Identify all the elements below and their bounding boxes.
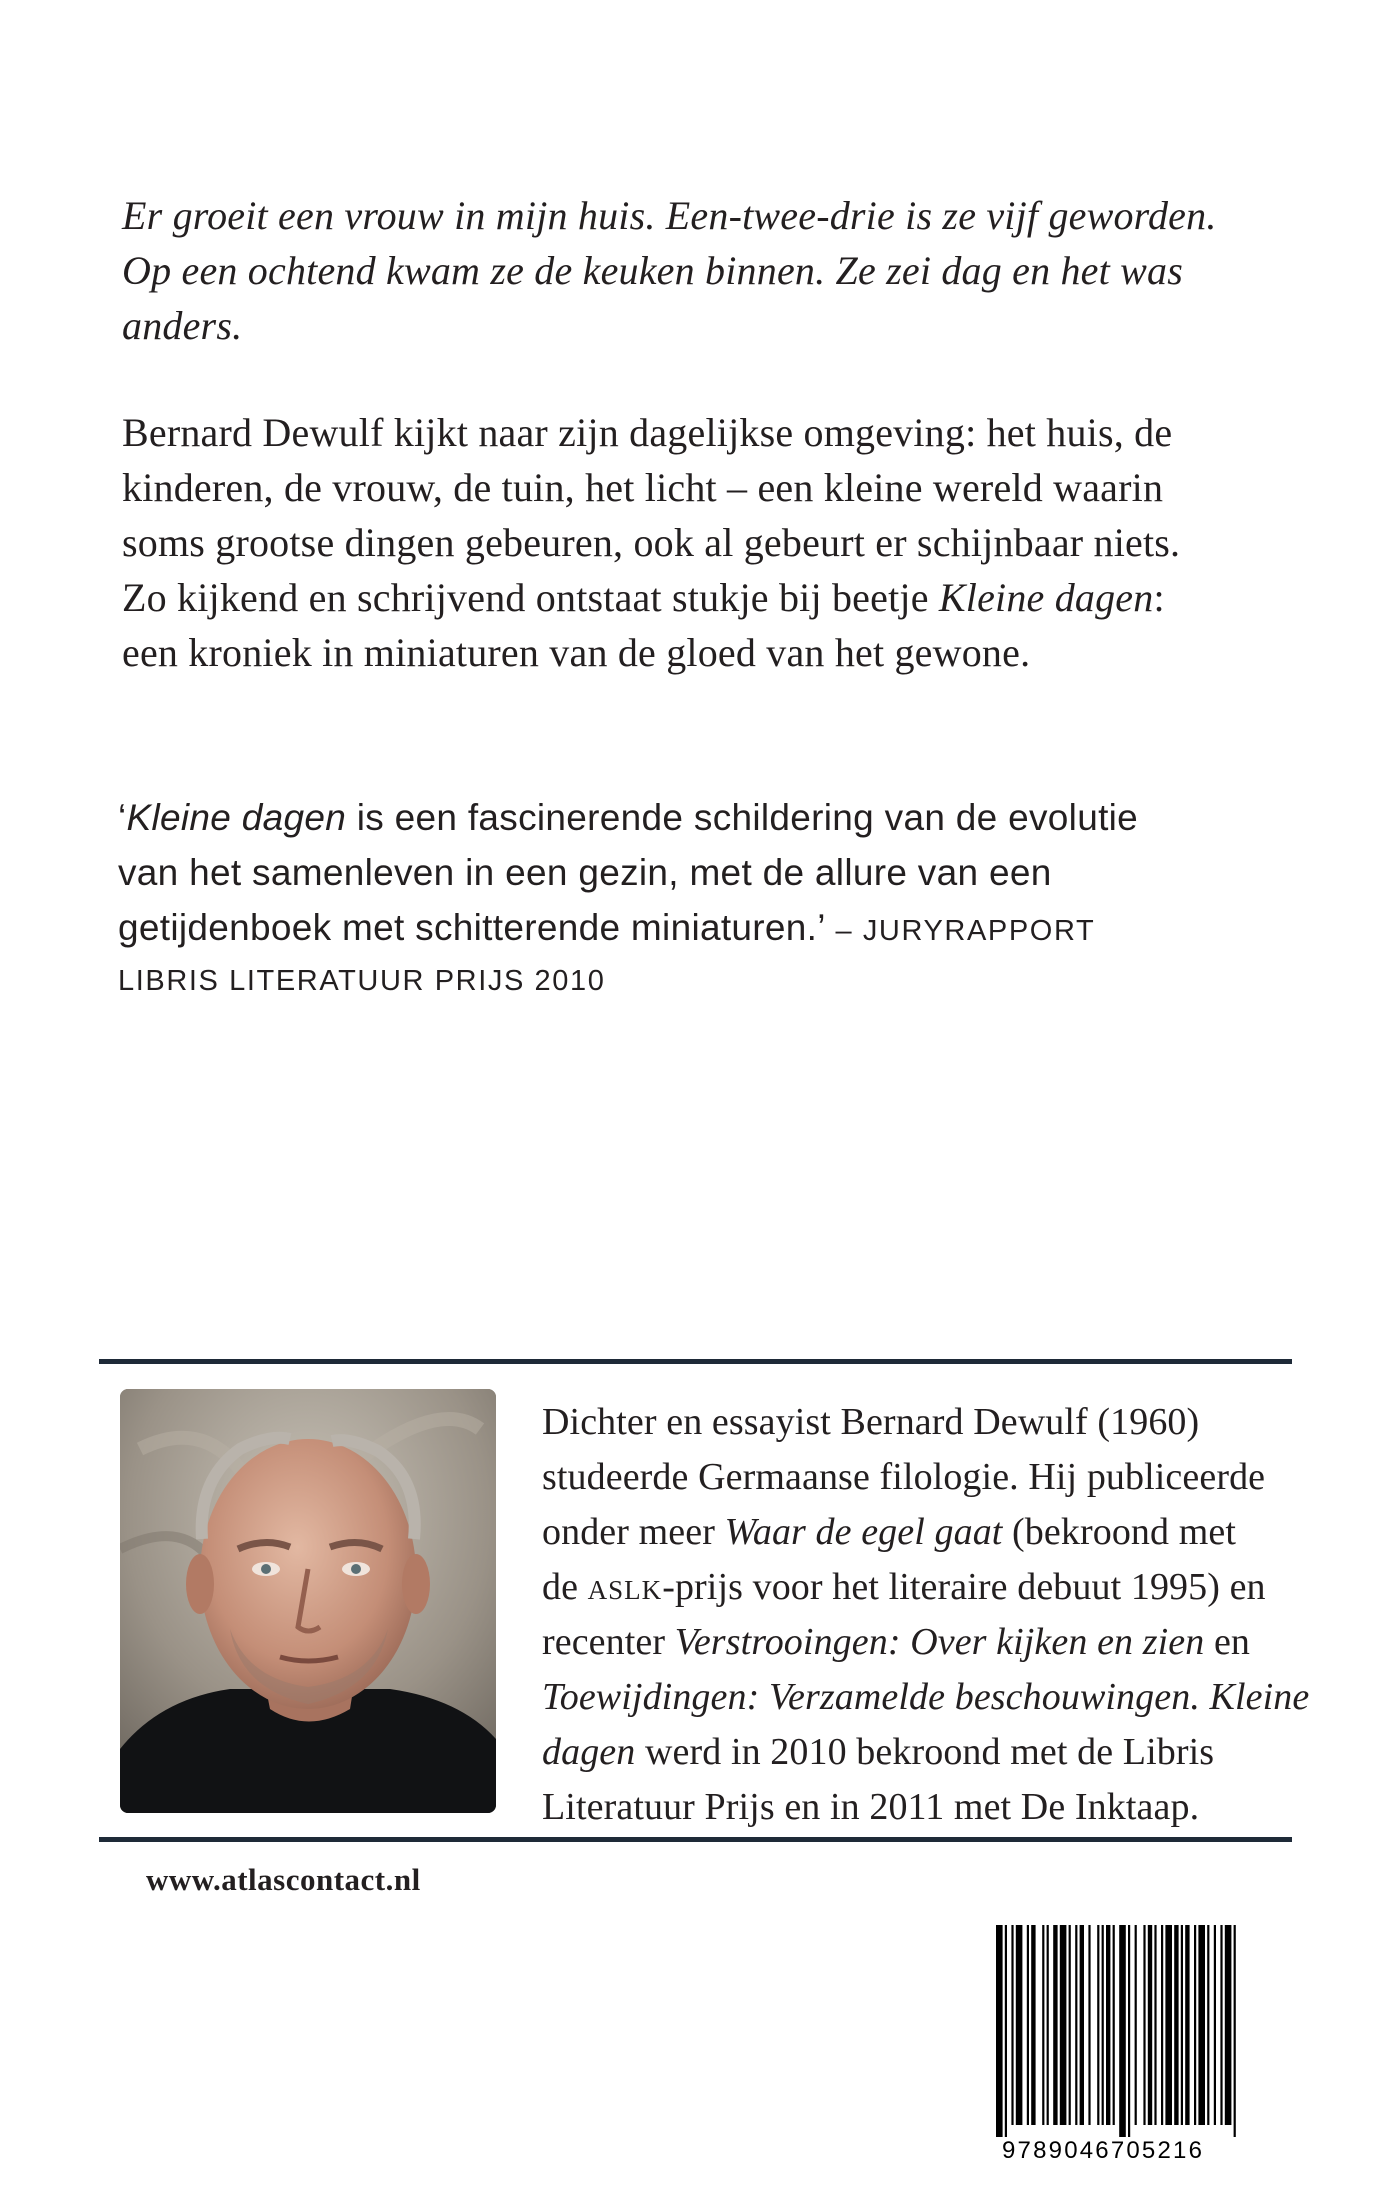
bio-text: werd in 2010 bekroond met de Libris bbox=[635, 1731, 1215, 1773]
barcode-bar bbox=[1042, 1925, 1044, 2125]
barcode-bar bbox=[1194, 1925, 1196, 2125]
barcode-bar bbox=[1128, 1925, 1130, 2137]
barcode-bar bbox=[1031, 1925, 1035, 2125]
barcode-bar bbox=[1143, 1925, 1145, 2125]
quote-book-title: Kleine dagen bbox=[126, 797, 347, 838]
description-line: Bernard Dewulf kijkt naar zijn dagelijkse omgeving: het huis, de bbox=[122, 410, 1173, 455]
barcode-bar bbox=[1053, 1925, 1057, 2125]
divider-top bbox=[99, 1359, 1292, 1364]
bio-text: onder meer bbox=[542, 1511, 725, 1553]
barcode-bar bbox=[1165, 1925, 1172, 2125]
barcode-bar bbox=[1207, 1925, 1209, 2125]
barcode-bar bbox=[1113, 1925, 1115, 2125]
barcode-bar bbox=[1060, 1925, 1067, 2125]
author-bio bbox=[542, 1395, 1312, 1835]
bio-line: studeerde Germaanse filologie. Hij publiceerde bbox=[542, 1456, 1266, 1498]
bio-line bbox=[542, 1615, 1312, 1670]
bio-line bbox=[542, 1725, 1312, 1780]
description-line bbox=[122, 570, 1252, 625]
barcode-bar bbox=[1102, 1925, 1104, 2125]
bio-text: de bbox=[542, 1566, 588, 1608]
description-line: een kroniek in miniaturen van de gloed van het gewone. bbox=[122, 630, 1031, 675]
barcode-bar bbox=[1161, 1925, 1163, 2125]
barcode-bar bbox=[1225, 1925, 1232, 2125]
barcode-bar bbox=[1106, 1925, 1110, 2125]
bio-line bbox=[542, 1560, 1312, 1615]
barcode-bar bbox=[996, 1925, 1003, 2137]
prize-abbreviation: aslk bbox=[587, 1566, 663, 1608]
barcode-bar bbox=[1005, 1925, 1007, 2137]
quote-text: is een fascinerende schildering van de evolutie bbox=[346, 797, 1139, 838]
book-description bbox=[122, 405, 1252, 680]
book-title: Toewijdingen: Verzamelde beschouwingen. bbox=[542, 1676, 1200, 1718]
description-line: kinderen, de vrouw, de tuin, het licht – een kleine wereld waarin bbox=[122, 465, 1164, 510]
bio-text: (bekroond met bbox=[1002, 1511, 1237, 1553]
barcode-bar bbox=[1234, 1925, 1236, 2137]
bio-text: en bbox=[1204, 1621, 1251, 1663]
isbn-digits: 9789046705216 bbox=[1002, 2137, 1205, 2164]
book-title: Kleine bbox=[1199, 1676, 1310, 1718]
barcode-bar bbox=[1075, 1925, 1077, 2125]
barcode-bar bbox=[1011, 1925, 1013, 2125]
intro-text bbox=[122, 188, 1252, 353]
publisher-website[interactable]: www.atlascontact.nl bbox=[146, 1862, 421, 1897]
bio-text: recenter bbox=[542, 1621, 675, 1663]
bio-text: -prijs voor het literaire debuut 1995) en bbox=[662, 1566, 1266, 1608]
description-text: Zo kijkend en schrijvend ontstaat stukje bij beetje bbox=[122, 575, 939, 620]
barcode-bar bbox=[1088, 1925, 1090, 2125]
bio-line bbox=[542, 1670, 1312, 1725]
quote-line bbox=[118, 790, 1268, 845]
barcode-bar bbox=[1069, 1925, 1071, 2125]
barcode-bar bbox=[1080, 1925, 1084, 2125]
barcode-bar bbox=[1148, 1925, 1152, 2125]
book-title: dagen bbox=[542, 1731, 636, 1773]
quote-line: van het samenleven in een gezin, met de allure van een bbox=[118, 852, 1052, 893]
quote-attribution-prize: LIBRIS LITERATUUR PRIJS 2010 bbox=[118, 965, 606, 997]
barcode-bar bbox=[1047, 1925, 1049, 2125]
quote-line bbox=[118, 900, 1268, 959]
barcode-bar bbox=[1198, 1925, 1205, 2125]
barcode-bar bbox=[1154, 1925, 1156, 2125]
quote-text: getijdenboek met schitterende miniaturen.’ bbox=[118, 907, 826, 948]
intro-line: anders. bbox=[122, 303, 243, 348]
author-portrait-icon bbox=[120, 1389, 496, 1813]
description-line: soms grootse dingen gebeuren, ook al gebeurt er schijnbaar niets. bbox=[122, 520, 1181, 565]
barcode-bar bbox=[1214, 1925, 1216, 2125]
author-photo bbox=[120, 1389, 496, 1813]
barcode-bar bbox=[1185, 1925, 1189, 2125]
barcode-bar bbox=[1016, 1925, 1023, 2125]
barcode-bar bbox=[1119, 1925, 1126, 2137]
quote-open-mark: ‘ bbox=[118, 797, 127, 838]
bio-line bbox=[542, 1505, 1312, 1560]
barcode-bar bbox=[1027, 1925, 1029, 2125]
barcode-icon bbox=[980, 1925, 1276, 2165]
barcode-bar bbox=[1181, 1925, 1183, 2125]
book-title: Verstrooingen: Over kijken en zien bbox=[674, 1621, 1205, 1663]
bio-line: Literatuur Prijs en in 2011 met De Inktaap. bbox=[542, 1786, 1200, 1828]
intro-line: Er groeit een vrouw in mijn huis. Een-twee-drie is ze vijf geworden. bbox=[122, 193, 1217, 238]
barcode-bar bbox=[1097, 1925, 1099, 2125]
divider-bottom bbox=[99, 1837, 1292, 1842]
book-title: Kleine dagen bbox=[938, 575, 1154, 620]
bio-line: Dichter en essayist Bernard Dewulf (1960) bbox=[542, 1401, 1200, 1443]
book-title: Waar de egel gaat bbox=[724, 1511, 1003, 1553]
isbn-barcode bbox=[980, 1925, 1276, 2165]
description-text: : bbox=[1153, 575, 1165, 620]
barcode-bar bbox=[1220, 1925, 1222, 2125]
barcode-bar bbox=[1135, 1925, 1137, 2125]
intro-line: Op een ochtend kwam ze de keuken binnen. Ze zei dag en het was bbox=[122, 248, 1183, 293]
jury-quote bbox=[118, 790, 1268, 1007]
barcode-bar bbox=[1174, 1925, 1178, 2125]
quote-attribution: – JURYRAPPORT bbox=[825, 915, 1096, 947]
